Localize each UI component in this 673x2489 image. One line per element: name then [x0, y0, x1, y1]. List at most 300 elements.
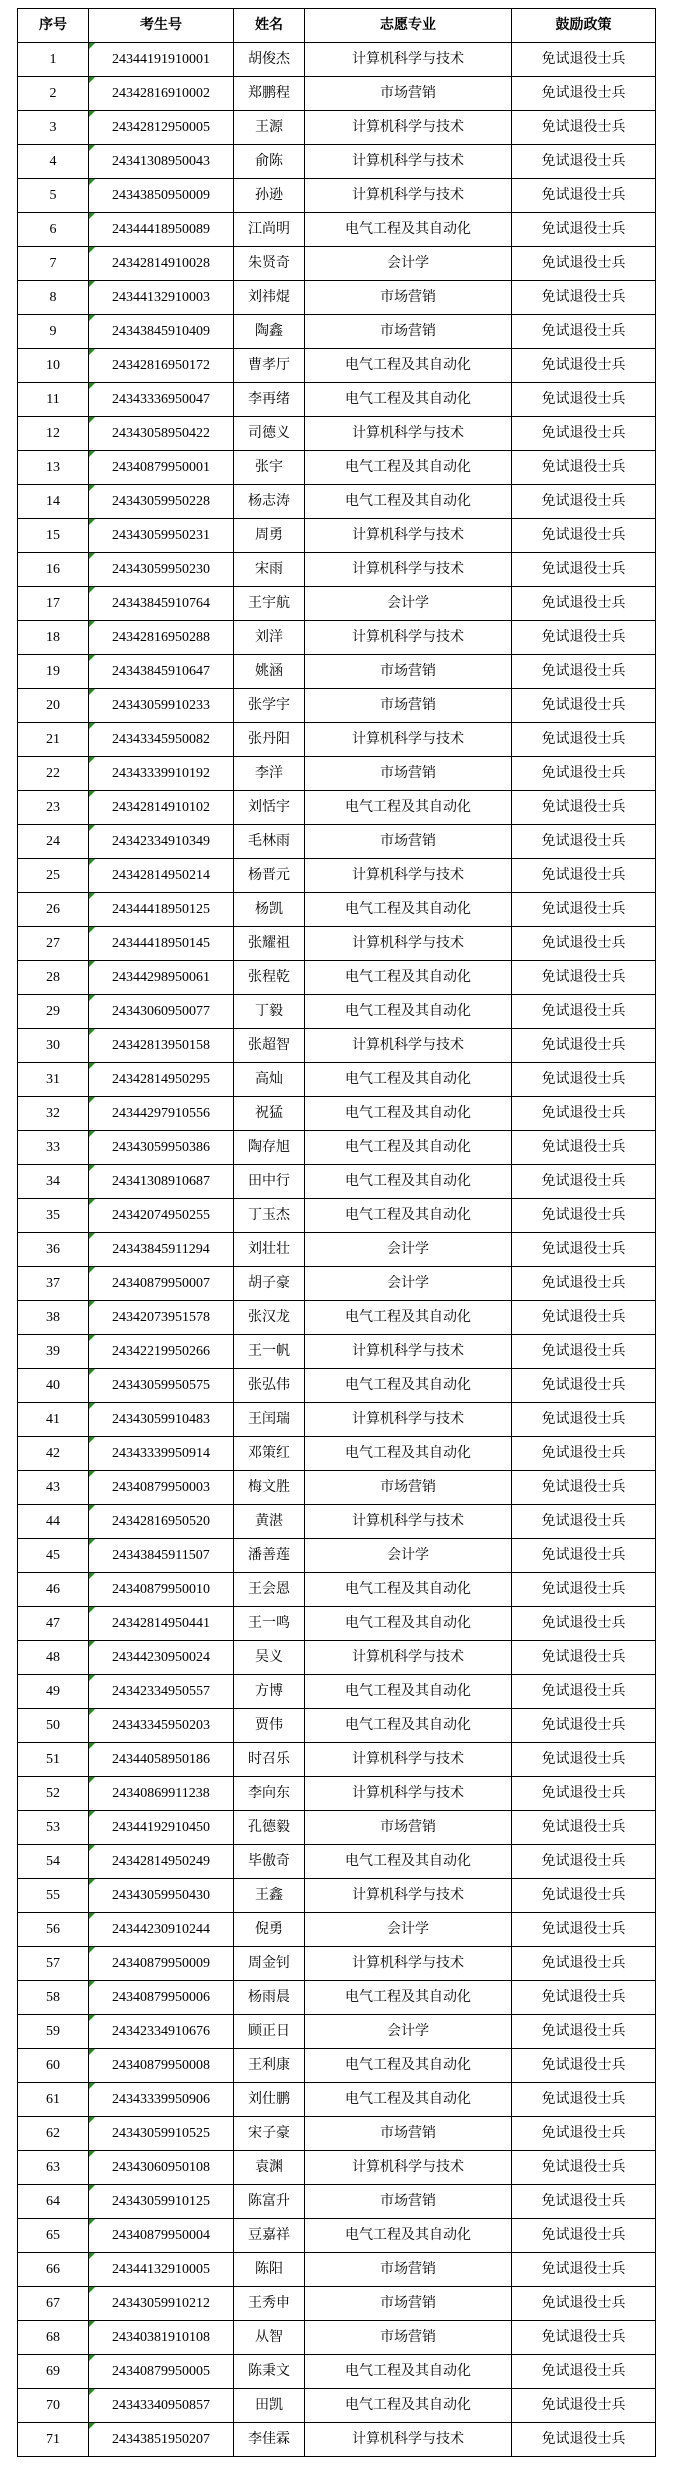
cell-corner-triangle-icon [89, 791, 95, 797]
cell-text: 24343345950082 [112, 732, 210, 747]
cell-name [234, 1131, 305, 1165]
cell-no [18, 859, 89, 893]
cell-no [18, 757, 89, 791]
cell-text: 免试退役士兵 [541, 2296, 626, 2311]
cell-name [234, 961, 305, 995]
cell-text: 计算机科学与技术 [352, 154, 464, 169]
cell-text: 孔德毅 [248, 1820, 290, 1835]
cell-major [305, 927, 512, 961]
cell-text: 市场营销 [380, 2330, 436, 2345]
cell-corner-triangle-icon [89, 1063, 95, 1069]
cell-name [234, 553, 305, 587]
cell-no [18, 2389, 89, 2423]
cell-exam-id [89, 2287, 234, 2321]
cell-text: 24343059950231 [112, 528, 210, 543]
cell-no [18, 1777, 89, 1811]
cell-no [18, 1267, 89, 1301]
cell-major [305, 1471, 512, 1505]
table-row [18, 1675, 656, 1709]
table-row [18, 1879, 656, 1913]
cell-text: 免试退役士兵 [541, 800, 626, 815]
cell-text: 计算机科学与技术 [352, 2432, 464, 2447]
cell-text: 24340869911238 [112, 1786, 210, 1801]
cell-text: 免试退役士兵 [541, 1514, 626, 1529]
table-row [18, 1063, 656, 1097]
cell-name [234, 893, 305, 927]
cell-exam-id [89, 1403, 234, 1437]
cell-name [234, 927, 305, 961]
cell-text: 计算机科学与技术 [352, 52, 464, 67]
cell-text: 张程乾 [248, 970, 290, 985]
cell-name [234, 2423, 305, 2457]
cell-corner-triangle-icon [89, 1165, 95, 1171]
table-row [18, 1165, 656, 1199]
cell-text: 电气工程及其自动化 [345, 1004, 471, 1019]
table-row [18, 1199, 656, 1233]
cell-text: 24343340950857 [112, 2398, 210, 2413]
cell-major [305, 961, 512, 995]
cell-no [18, 1607, 89, 1641]
table-row [18, 825, 656, 859]
cell-text: 电气工程及其自动化 [345, 392, 471, 407]
cell-text: 69 [46, 2364, 60, 2379]
cell-text: 免试退役士兵 [541, 1718, 626, 1733]
cell-major [305, 893, 512, 927]
table-row [18, 757, 656, 791]
cell-no [18, 961, 89, 995]
table-row [18, 2389, 656, 2423]
cell-major [305, 689, 512, 723]
table-header-row [18, 9, 656, 43]
cell-text: 市场营销 [380, 664, 436, 679]
cell-major [305, 1267, 512, 1301]
cell-major [305, 2219, 512, 2253]
cell-no [18, 893, 89, 927]
cell-no [18, 2355, 89, 2389]
cell-text: 12 [46, 426, 60, 441]
cell-policy [512, 587, 656, 621]
cell-text: 计算机科学与技术 [352, 1344, 464, 1359]
cell-text: 免试退役士兵 [541, 2024, 626, 2039]
cell-text: 60 [46, 2058, 60, 2073]
cell-no [18, 1811, 89, 1845]
table-row [18, 417, 656, 451]
cell-major [305, 2389, 512, 2423]
cell-corner-triangle-icon [89, 1913, 95, 1919]
cell-text: 杨雨晨 [248, 1990, 290, 2005]
cell-corner-triangle-icon [89, 1335, 95, 1341]
cell-text: 24342812950005 [112, 120, 210, 135]
cell-text: 免试退役士兵 [541, 2092, 626, 2107]
cell-corner-triangle-icon [89, 587, 95, 593]
cell-name [234, 1913, 305, 1947]
cell-policy [512, 417, 656, 451]
cell-major [305, 1641, 512, 1675]
cell-no [18, 1709, 89, 1743]
cell-text: 24344230910244 [112, 1922, 210, 1937]
cell-name [234, 1471, 305, 1505]
cell-name [234, 2151, 305, 2185]
cell-text: 免试退役士兵 [541, 120, 626, 135]
cell-policy [512, 1777, 656, 1811]
table-row [18, 1777, 656, 1811]
cell-text: 刘壮壮 [248, 1242, 290, 1257]
cell-text: 电气工程及其自动化 [345, 902, 471, 917]
cell-exam-id [89, 1063, 234, 1097]
table-row [18, 2355, 656, 2389]
cell-text: 56 [46, 1922, 60, 1937]
cell-text: 免试退役士兵 [541, 1922, 626, 1937]
cell-text: 田中行 [248, 1174, 290, 1189]
cell-text: 免试退役士兵 [541, 2194, 626, 2209]
cell-major [305, 1811, 512, 1845]
column-header-examid: 考生号 [89, 9, 234, 43]
cell-text: 会计学 [387, 1242, 429, 1257]
cell-text: 免试退役士兵 [541, 630, 626, 645]
cell-text: 24342816950520 [112, 1514, 210, 1529]
cell-name [234, 1097, 305, 1131]
table-row [18, 1471, 656, 1505]
cell-exam-id [89, 179, 234, 213]
cell-text: 市场营销 [380, 1820, 436, 1835]
cell-text: 免试退役士兵 [541, 290, 626, 305]
cell-no [18, 1301, 89, 1335]
cell-corner-triangle-icon [89, 1437, 95, 1443]
cell-policy [512, 1539, 656, 1573]
cell-corner-triangle-icon [89, 825, 95, 831]
cell-major [305, 451, 512, 485]
cell-text: 计算机科学与技术 [352, 1752, 464, 1767]
cell-text: 24343059950230 [112, 562, 210, 577]
cell-text: 电气工程及其自动化 [345, 1616, 471, 1631]
cell-no [18, 43, 89, 77]
cell-text: 24343845910764 [112, 596, 210, 611]
cell-text: 高灿 [255, 1072, 283, 1087]
cell-name [234, 77, 305, 111]
cell-text: 张汉龙 [248, 1310, 290, 1325]
cell-text: 会计学 [387, 1922, 429, 1937]
cell-text: 23 [46, 800, 60, 815]
cell-text: 免试退役士兵 [541, 2228, 626, 2243]
cell-name [234, 1709, 305, 1743]
cell-policy [512, 927, 656, 961]
cell-exam-id [89, 485, 234, 519]
cell-text: 电气工程及其自动化 [345, 2058, 471, 2073]
cell-exam-id [89, 893, 234, 927]
cell-exam-id [89, 213, 234, 247]
cell-name [234, 723, 305, 757]
cell-text: 电气工程及其自动化 [345, 2364, 471, 2379]
cell-text: 51 [46, 1752, 60, 1767]
cell-major [305, 2355, 512, 2389]
cell-corner-triangle-icon [89, 1777, 95, 1783]
cell-corner-triangle-icon [89, 1539, 95, 1545]
cell-name [234, 1403, 305, 1437]
cell-major [305, 213, 512, 247]
cell-no [18, 1369, 89, 1403]
cell-text: 市场营销 [380, 2194, 436, 2209]
cell-text: 免试退役士兵 [541, 1378, 626, 1393]
cell-exam-id [89, 1029, 234, 1063]
cell-exam-id [89, 247, 234, 281]
table-row [18, 383, 656, 417]
cell-text: 62 [46, 2126, 60, 2141]
cell-text: 市场营销 [380, 86, 436, 101]
cell-name [234, 1607, 305, 1641]
table-row [18, 451, 656, 485]
cell-policy [512, 247, 656, 281]
cell-text: 15 [46, 528, 60, 543]
cell-major [305, 723, 512, 757]
cell-exam-id [89, 349, 234, 383]
cell-exam-id [89, 2219, 234, 2253]
cell-text: 免试退役士兵 [541, 1310, 626, 1325]
cell-text: 24343059910233 [112, 698, 210, 713]
cell-text: 王会恩 [248, 1582, 290, 1597]
cell-corner-triangle-icon [89, 1811, 95, 1817]
table-row [18, 1845, 656, 1879]
cell-corner-triangle-icon [89, 451, 95, 457]
table-row [18, 111, 656, 145]
cell-text: 58 [46, 1990, 60, 2005]
cell-text: 倪勇 [255, 1922, 283, 1937]
cell-policy [512, 2083, 656, 2117]
table-row [18, 2287, 656, 2321]
cell-corner-triangle-icon [89, 2423, 95, 2429]
cell-name [234, 2321, 305, 2355]
table-row [18, 553, 656, 587]
cell-text: 65 [46, 2228, 60, 2243]
cell-corner-triangle-icon [89, 145, 95, 151]
cell-text: 电气工程及其自动化 [345, 1072, 471, 1087]
table-row [18, 2185, 656, 2219]
cell-text: 免试退役士兵 [541, 1548, 626, 1563]
cell-text: 24343059910125 [112, 2194, 210, 2209]
cell-text: 免试退役士兵 [541, 1752, 626, 1767]
column-header-major: 志愿专业 [305, 9, 512, 43]
cell-text: 张丹阳 [248, 732, 290, 747]
cell-policy [512, 893, 656, 927]
cell-major [305, 655, 512, 689]
cell-policy [512, 519, 656, 553]
cell-text: 52 [46, 1786, 60, 1801]
cell-name [234, 111, 305, 145]
table-row [18, 281, 656, 315]
cell-text: 电气工程及其自动化 [345, 1140, 471, 1155]
cell-text: 3 [49, 120, 57, 135]
cell-corner-triangle-icon [89, 43, 95, 49]
cell-exam-id [89, 689, 234, 723]
cell-name [234, 1743, 305, 1777]
table-row [18, 2049, 656, 2083]
cell-corner-triangle-icon [89, 1403, 95, 1409]
cell-no [18, 1641, 89, 1675]
cell-major [305, 1879, 512, 1913]
cell-no [18, 1029, 89, 1063]
table-row [18, 145, 656, 179]
cell-text: 杨晋元 [248, 868, 290, 883]
cell-text: 24340879950004 [112, 2228, 210, 2243]
cell-no [18, 1539, 89, 1573]
cell-name [234, 1199, 305, 1233]
cell-text: 21 [46, 732, 60, 747]
cell-exam-id [89, 757, 234, 791]
cell-text: 王源 [255, 120, 283, 135]
cell-major [305, 1539, 512, 1573]
cell-text: 免试退役士兵 [541, 1004, 626, 1019]
cell-text: 市场营销 [380, 698, 436, 713]
cell-major [305, 247, 512, 281]
table-row [18, 1403, 656, 1437]
cell-major [305, 2117, 512, 2151]
cell-corner-triangle-icon [89, 2253, 95, 2259]
cell-text: 免试退役士兵 [541, 494, 626, 509]
cell-text: 24343845910647 [112, 664, 210, 679]
cell-text: 24343060950077 [112, 1004, 210, 1019]
cell-corner-triangle-icon [89, 1709, 95, 1715]
cell-policy [512, 485, 656, 519]
cell-corner-triangle-icon [89, 1947, 95, 1953]
cell-exam-id [89, 2083, 234, 2117]
cell-text: 24343059950575 [112, 1378, 210, 1393]
cell-text: 会计学 [387, 596, 429, 611]
cell-text: 38 [46, 1310, 60, 1325]
cell-text: 24344058950186 [112, 1752, 210, 1767]
cell-policy [512, 1335, 656, 1369]
table-row [18, 213, 656, 247]
cell-text: 计算机科学与技术 [352, 426, 464, 441]
cell-name [234, 689, 305, 723]
cell-text: 免试退役士兵 [541, 1446, 626, 1461]
cell-exam-id [89, 723, 234, 757]
cell-major [305, 1913, 512, 1947]
cell-text: 时召乐 [248, 1752, 290, 1767]
cell-major [305, 2049, 512, 2083]
cell-corner-triangle-icon [89, 1369, 95, 1375]
cell-exam-id [89, 281, 234, 315]
cell-text: 24343345950203 [112, 1718, 210, 1733]
table-row [18, 349, 656, 383]
cell-text: 24340381910108 [112, 2330, 210, 2345]
cell-no [18, 1913, 89, 1947]
cell-exam-id [89, 2321, 234, 2355]
cell-text: 11 [46, 392, 60, 407]
cell-corner-triangle-icon [89, 1267, 95, 1273]
cell-corner-triangle-icon [89, 1675, 95, 1681]
cell-text: 43 [46, 1480, 60, 1495]
cell-corner-triangle-icon [89, 519, 95, 525]
cell-text: 24341308950043 [112, 154, 210, 169]
cell-text: 24342816910002 [112, 86, 210, 101]
cell-major [305, 145, 512, 179]
cell-no [18, 1199, 89, 1233]
cell-text: 4 [49, 154, 57, 169]
table-row [18, 2423, 656, 2457]
cell-corner-triangle-icon [89, 859, 95, 865]
cell-text: 曹孝厅 [248, 358, 290, 373]
cell-text: 免试退役士兵 [541, 1650, 626, 1665]
cell-text: 免试退役士兵 [541, 2432, 626, 2447]
cell-name [234, 995, 305, 1029]
table-row [18, 1131, 656, 1165]
cell-text: 24343060950108 [112, 2160, 210, 2175]
cell-name [234, 2185, 305, 2219]
cell-exam-id [89, 1199, 234, 1233]
cell-exam-id [89, 587, 234, 621]
cell-text: 35 [46, 1208, 60, 1223]
cell-text: 市场营销 [380, 834, 436, 849]
cell-no [18, 1743, 89, 1777]
table-row [18, 1369, 656, 1403]
cell-name [234, 213, 305, 247]
cell-text: 55 [46, 1888, 60, 1903]
cell-text: 16 [46, 562, 60, 577]
cell-text: 70 [46, 2398, 60, 2413]
cell-corner-triangle-icon [89, 1505, 95, 1511]
cell-name [234, 519, 305, 553]
cell-policy [512, 1573, 656, 1607]
cell-text: 免试退役士兵 [541, 2398, 626, 2413]
cell-corner-triangle-icon [89, 893, 95, 899]
cell-text: 刘洋 [255, 630, 283, 645]
cell-policy [512, 2389, 656, 2423]
cell-text: 24342814910102 [112, 800, 210, 815]
cell-text: 免试退役士兵 [541, 1344, 626, 1359]
cell-text: 24340879950010 [112, 1582, 210, 1597]
cell-exam-id [89, 1981, 234, 2015]
cell-text: 30 [46, 1038, 60, 1053]
table-row [18, 1913, 656, 1947]
cell-corner-triangle-icon [89, 655, 95, 661]
cell-text: 24342816950288 [112, 630, 210, 645]
cell-text: 电气工程及其自动化 [345, 2398, 471, 2413]
cell-text: 杨志涛 [248, 494, 290, 509]
cell-text: 39 [46, 1344, 60, 1359]
cell-major [305, 2423, 512, 2457]
cell-text: 免试退役士兵 [541, 732, 626, 747]
cell-text: 从智 [255, 2330, 283, 2345]
cell-corner-triangle-icon [89, 1471, 95, 1477]
cell-text: 免试退役士兵 [541, 2330, 626, 2345]
cell-name [234, 1437, 305, 1471]
cell-policy [512, 1199, 656, 1233]
cell-text: 计算机科学与技术 [352, 528, 464, 543]
cell-text: 李再绪 [248, 392, 290, 407]
cell-name [234, 2219, 305, 2253]
cell-exam-id [89, 519, 234, 553]
cell-corner-triangle-icon [89, 2083, 95, 2089]
cell-corner-triangle-icon [89, 1301, 95, 1307]
cell-corner-triangle-icon [89, 2185, 95, 2191]
cell-no [18, 1573, 89, 1607]
cell-corner-triangle-icon [89, 1199, 95, 1205]
cell-text: 吴义 [255, 1650, 283, 1665]
cell-text: 24342219950266 [112, 1344, 210, 1359]
cell-text: 24343845911507 [112, 1548, 210, 1563]
cell-text: 方博 [255, 1684, 283, 1699]
cell-text: 6 [49, 222, 57, 237]
cell-exam-id [89, 1539, 234, 1573]
cell-policy [512, 1471, 656, 1505]
cell-corner-triangle-icon [89, 2355, 95, 2361]
cell-exam-id [89, 2015, 234, 2049]
cell-no [18, 2219, 89, 2253]
cell-text: 电气工程及其自动化 [345, 1718, 471, 1733]
cell-text: 江尚明 [248, 222, 290, 237]
cell-name [234, 1879, 305, 1913]
cell-text: 48 [46, 1650, 60, 1665]
cell-text: 20 [46, 698, 60, 713]
